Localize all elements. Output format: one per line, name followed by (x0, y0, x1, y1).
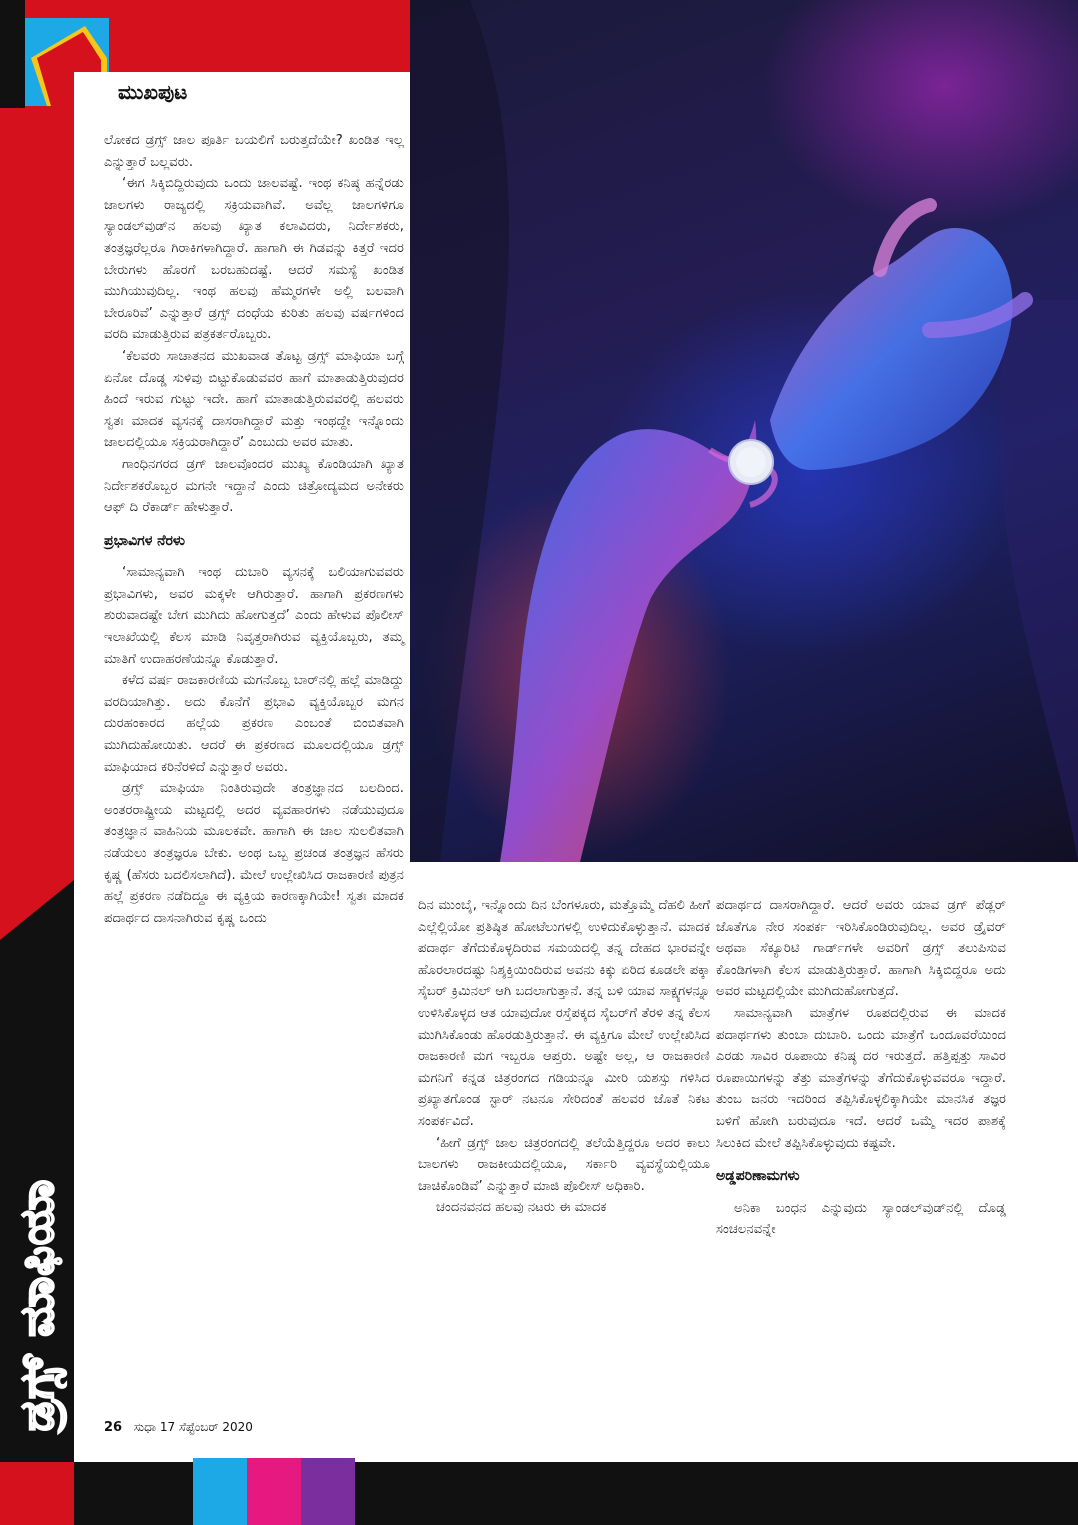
hands-holding-pill-image (410, 0, 1078, 862)
paragraph: ಪದಾರ್ಥದ ದಾಸರಾಗಿದ್ದಾರೆ. ಆದರೆ ಅವರು ಯಾವ ಡ್ರಗ್ ಪೆಡ್ಲರ್ ಜೊತೆಗೂ ನೇರ ಸಂಪರ್ಕ ಇರಿಸಿಕೊಂಡಿರುವುದಿಲ್ಲ. ಅವರ ಡ್ರೈವರ್ ಅಥವಾ ಸೆಕ್ಯೂರಿಟಿ ಗಾರ್ಡ್‌ಗಳೇ ಅವರಿಗೆ ಡ್ರಗ್ಸ್ ತಲುಪಿಸುವ ಕೊಂಡಿಗಳಾಗಿ ಕೆಲಸ ಮಾಡುತ್ತಿರುತ್ತಾರೆ. ಹಾಗಾಗಿ ಸಿಕ್ಕಿಬಿದ್ದರೂ ಅದು ಅವರ ಮಟ್ಟದಲ್ಲಿಯೇ ಮುಗಿದುಹೋಗುತ್ತದೆ. (716, 898, 1006, 1000)
paragraph: ‘ಸಾಮಾನ್ಯವಾಗಿ ಇಂಥ ದುಬಾರಿ ವ್ಯಸನಕ್ಕೆ ಬಲಿಯಾಗುವವರು ಪ್ರಭಾವಿಗಳು, ಅವರ ಮಕ್ಕಳೇ ಆಗಿರುತ್ತಾರೆ. ಹಾಗಾಗಿ ಪ್ರಕರಣಗಳು ಶುರುವಾದಷ್ಟೇ ಬೇಗ ಮುಗಿದು ಹೋಗುತ್ತದೆ’ ಎಂದು ಹೇಳುವ ಪೊಲೀಸ್ ಇಲಾಖೆಯಲ್ಲಿ ಕೆಲಸ ಮಾಡಿ ನಿವೃತ್ತರಾಗಿರುವ ವ್ಯಕ್ತಿಯೊಬ್ಬರು, ತಮ್ಮ ಮಾತಿಗೆ ಉದಾಹರಣೆಯನ್ನೂ ಕೊಡುತ್ತಾರೆ. (104, 565, 404, 667)
paragraph: ಗಾಂಧಿನಗರದ ಡ್ರಗ್ ಜಾಲವೊಂದರ ಮುಖ್ಯ ಕೊಂಡಿಯಾಗಿ ಖ್ಯಾತ ನಿರ್ದೇಶಕರೊಬ್ಬರ ಮಗನೇ ಇದ್ದಾನೆ ಎಂದು ಚಿತ್ರೋದ್ಯಮದ ಅನೇಕರು ಆಫ್ ದಿ ರೆಕಾರ್ಡ್ ಹೇಳುತ್ತಾರೆ. (104, 456, 404, 516)
publication-date: ಸುಧಾ 17 ಸೆಪ್ಟೆಂಬರ್ 2020 (133, 1420, 253, 1434)
color-bar-magenta (247, 1458, 301, 1525)
vertical-section-title: ಡ್ರಗ್ಸ್ ಮಾಫಿಯಾ (9, 1178, 63, 1432)
page-number: 26 (104, 1420, 123, 1435)
paragraph: ‘ಈಗ ಸಿಕ್ಕಿಬಿದ್ದಿರುವುದು ಒಂದು ಜಾಲವಷ್ಟೆ. ಇಂಥ ಕನಿಷ್ಠ ಹನ್ನೆರಡು ಜಾಲಗಳು ರಾಜ್ಯದಲ್ಲಿ ಸಕ್ರಿಯವಾಗಿವೆ. ಅವೆಲ್ಲ ಜಾಲಗಳಿಗೂ ಸ್ಯಾಂಡಲ್‌ವುಡ್‌ನ ಹಲವು ಖ್ಯಾತ ಕಲಾವಿದರು, ನಿರ್ದೇಶಕರು, ತಂತ್ರಜ್ಞರೆಲ್ಲರೂ ಗಿರಾಕಿಗಳಾಗಿದ್ದಾರೆ. ಹಾಗಾಗಿ ಈ ಗಿಡವನ್ನು ಕಿತ್ತರೆ ಇದರ ಬೇರುಗಳು ಹೊರಗೆ ಬರಬಹುದಷ್ಟೆ. ಆದರೆ ಸಮಸ್ಯೆ ಖಂಡಿತ ಮುಗಿಯುವುದಿಲ್ಲ. ಇಂಥ ಹಲವು ಹೆಮ್ಮರಗಳೇ ಅಲ್ಲಿ ಬಲವಾಗಿ ಬೇರೂರಿವೆ’ ಎನ್ನುತ್ತಾರೆ ಡ್ರಗ್ಸ್ ದಂಧೆಯ ಕುರಿತು ಹಲವು ವರ್ಷಗಳಿಂದ ವರದಿ ಮಾಡುತ್ತಿರುವ ಪತ್ರಕರ್ತರೊಬ್ಬರು. (104, 176, 404, 343)
article-column-3 (716, 895, 1006, 1241)
paragraph: ಅನಿಕಾ ಬಂಧನ ಎನ್ನುವುದು ಸ್ಯಾಂಡಲ್‌ವುಡ್‌ನಲ್ಲಿ ದೊಡ್ಡ ಸಂಚಲನವನ್ನೇ (716, 1200, 1006, 1238)
bottom-red-band (0, 1462, 74, 1525)
subheading: ಅಡ್ಡಪರಿಣಾಮಗಳು (716, 1168, 800, 1185)
color-bar-purple (301, 1458, 355, 1525)
page-footer (104, 1420, 253, 1435)
paragraph: ಚಂದನವನದ ಹಲವು ನಟರು ಈ ಮಾದಕ (436, 1200, 607, 1216)
paragraph: ‘ಹೀಗೆ ಡ್ರಗ್ಸ್ ಜಾಲ ಚಿತ್ರರಂಗದಲ್ಲಿ ತಲೆಯೆತ್ತಿದ್ದರೂ ಅದರ ಕಾಲು ಬಾಲಗಳು ರಾಜಕೀಯದಲ್ಲಿಯೂ, ಸರ್ಕಾರಿ ವ್ಯವಸ್ಥೆಯಲ್ಲಿಯೂ ಚಾಚಿಕೊಂಡಿವೆ’ ಎನ್ನುತ್ತಾರೆ ಮಾಜಿ ಪೊಲೀಸ್ ಅಧಿಕಾರಿ. (418, 1135, 710, 1194)
article-column-2 (418, 895, 710, 1219)
paragraph: ಡ್ರಗ್ಸ್ ಮಾಫಿಯಾ ನಿಂತಿರುವುದೇ ತಂತ್ರಜ್ಞಾನದ ಬಲದಿಂದ. ಅಂತರರಾಷ್ಟ್ರೀಯ ಮಟ್ಟದಲ್ಲಿ ಅದರ ವ್ಯವಹಾರಗಳು ನಡೆಯುವುದೂ ತಂತ್ರಜ್ಞಾನ ವಾಹಿನಿಯ ಮೂಲಕವೇ. ಹಾಗಾಗಿ ಈ ಜಾಲ ಸುಲಲಿತವಾಗಿ ನಡೆಯಲು ತಂತ್ರಜ್ಞರೂ ಬೇಕು. ಅಂಥ ಒಬ್ಬ ಪ್ರಚಂಡ ತಂತ್ರಜ್ಞನ ಹೆಸರು ಕೃಷ್ಣ (ಹೆಸರು ಬದಲಿಸಲಾಗಿದೆ). ಮೇಲೆ ಉಲ್ಲೇಖಿಸಿದ ರಾಜಕಾರಣಿ ಪುತ್ರನ ಹಲ್ಲೆ ಪ್ರಕರಣ ನಡೆದಿದ್ದೂ ಈ ವ್ಯಕ್ತಿಯ ಕಾರಣಕ್ಕಾಗಿಯೇ! ಸ್ವತಃ ಮಾದಕ ಪದಾರ್ಥದ ದಾಸನಾಗಿರುವ ಕೃಷ್ಣ ಒಂದು (104, 781, 404, 926)
color-bar-cyan (193, 1458, 247, 1525)
paragraph: ಕಳೆದ ವರ್ಷ ರಾಜಕಾರಣಿಯ ಮಗನೊಬ್ಬ ಬಾರ್‌ನಲ್ಲಿ ಹಲ್ಲೆ ಮಾಡಿದ್ದು ವರದಿಯಾಗಿತ್ತು. ಅದು ಕೊನೆಗೆ ಪ್ರಭಾವಿ ವ್ಯಕ್ತಿಯೊಬ್ಬರ ಮಗನ ದುರಹಂಕಾರದ ಹಲ್ಲೆಯ ಪ್ರಕರಣ ಎಂಬಂತೆ ಬಿಂಬಿತವಾಗಿ ಮುಗಿದುಹೋಯಿತು. ಆದರೆ ಈ ಪ್ರಕರಣದ ಮೂಲದಲ್ಲಿಯೂ ಡ್ರಗ್ಸ್ ಮಾಫಿಯಾದ ಕರಿನೆರಳಿದೆ ಎನ್ನುತ್ತಾರೆ ಅವರು. (104, 673, 404, 775)
paragraph: ಲೋಕದ ಡ್ರಗ್ಸ್ ಜಾಲ ಪೂರ್ತಿ ಬಯಲಿಗೆ ಬರುತ್ತದೆಯೇ? ಖಂಡಿತ ಇಲ್ಲ ಎನ್ನುತ್ತಾರೆ ಬಲ್ಲವರು. (104, 133, 404, 170)
top-left-black-band (0, 0, 25, 108)
left-black-wedge (0, 880, 74, 1010)
paragraph: ದಿನ ಮುಂಬೈ, ಇನ್ನೊಂದು ದಿನ ಬೆಂಗಳೂರು, ಮತ್ತೊಮ್ಮೆ ದೆಹಲಿ ಹೀಗೆ ಎಲ್ಲೆಲ್ಲಿಯೋ ಪ್ರತಿಷ್ಠಿತ ಹೋಟೆಲುಗಳಲ್ಲಿ ಉಳಿದುಕೊಳ್ಳುತ್ತಾನೆ. ಮಾದಕ ಪದಾರ್ಥ ತೆಗೆದುಕೊಳ್ಳದಿರುವ ಸಮಯದಲ್ಲಿ ತನ್ನ ದೇಹದ ಭಾರವನ್ನೇ ಹೊರಲಾರದಷ್ಟು ನಿಶ್ಶಕ್ತಿಯಿಂದಿರುವ ಅವನು ಕಿಕ್ಕು ಏರಿದ ಕೂಡಲೇ ಪಕ್ಕಾ ಸೈಬರ್ ಕ್ರಿಮಿನಲ್ ಆಗಿ ಬದಲಾಗುತ್ತಾನೆ. ತನ್ನ ಬಳಿ ಯಾವ ಸಾಕ್ಷ್ಯಗಳನ್ನೂ ಉಳಿಸಿಕೊಳ್ಳದ ಆತ ಯಾವುದೋ ರಸ್ತೆಪಕ್ಕದ ಸೈಬರ್‌ಗೆ ತೆರಳಿ ತನ್ನ ಕೆಲಸ ಮುಗಿಸಿಕೊಂಡು ಹೊರಡುತ್ತಿರುತ್ತಾನೆ. ಈ ವ್ಯಕ್ತಿಗೂ ಮೇಲೆ ಉಲ್ಲೇಖಿಸಿದ ರಾಜಕಾರಣಿ ಮಗ ಇಬ್ಬರೂ ಆಪ್ತರು. ಅಷ್ಟೇ ಅಲ್ಲ, ಆ ರಾಜಕಾರಣಿ ಮಗನಿಗೆ ಕನ್ನಡ ಚಿತ್ರರಂಗದ ಗಡಿಯನ್ನೂ ಮೀರಿ ಯಶಸ್ಸು ಗಳಿಸಿದ ಪ್ರಖ್ಯಾತಗೊಂಡ ಸ್ಟಾರ್ ನಟನೂ ಸೇರಿದಂತೆ ಹಲವರ ಜೊತೆ ನಿಕಟ ಸಂಪರ್ಕವಿದೆ. (418, 898, 710, 1129)
bottom-black-band (0, 1462, 1078, 1525)
section-label: ಮುಖಪುಟ (118, 80, 188, 104)
article-column-1 (104, 130, 404, 929)
paragraph: ‘ಕೆಲವರು ಸಾಚಾತನದ ಮುಖವಾಡ ತೊಟ್ಟ ಡ್ರಗ್ಸ್ ಮಾಫಿಯಾ ಬಗ್ಗೆ ಏನೋ ದೊಡ್ಡ ಸುಳಿವು ಬಿಟ್ಟುಕೊಡುವವರ ಹಾಗೆ ಮಾತಾಡುತ್ತಿರುವುದರ ಹಿಂದೆ ಇರುವ ಗುಟ್ಟು ಇದೇ. ಹಾಗೆ ಮಾತಾಡುತ್ತಿರುವವರಲ್ಲಿ ಹಲವರು ಸ್ವತಃ ಮಾದಕ ವ್ಯಸನಕ್ಕೆ ದಾಸರಾಗಿದ್ದಾರೆ ಮತ್ತು ಇಂಥದ್ದೇ ಇನ್ನೊಂದು ಜಾಲದಲ್ಲಿಯೂ ಸಕ್ರಿಯರಾಗಿದ್ದಾರೆ’ ಎಂಬುದು ಅವರ ಮಾತು. (104, 348, 404, 451)
paragraph: ಸಾಮಾನ್ಯವಾಗಿ ಮಾತ್ರೆಗಳ ರೂಪದಲ್ಲಿರುವ ಈ ಮಾದಕ ಪದಾರ್ಥಗಳು ತುಂಬಾ ದುಬಾರಿ. ಒಂದು ಮಾತ್ರೆಗೆ ಒಂದೂವರೆಯಿಂದ ಎರಡು ಸಾವಿರ ರೂಪಾಯಿ ಕನಿಷ್ಠ ದರ ಇರುತ್ತದೆ. ಹತ್ತಿಪ್ಪತ್ತು ಸಾವಿರ ರೂಪಾಯಿಗಳನ್ನು ತೆತ್ತು ಮಾತ್ರೆಗಳನ್ನು ತೆಗೆದುಕೊಳ್ಳುವವರೂ ಇದ್ದಾರೆ. ತುಂಬ ಜನರು ಇದರಿಂದ ತಪ್ಪಿಸಿಕೊಳ್ಳಲಿಕ್ಕಾಗಿಯೇ ಮಾನಸಿಕ ತಜ್ಞರ ಬಳಿಗೆ ಹೋಗಿ ಬರುವುದೂ ಇದೆ. ಆದರೆ ಒಮ್ಮೆ ಇದರ ಪಾಶಕ್ಕೆ ಸಿಲುಕಿದ ಮೇಲೆ ತಪ್ಪಿಸಿಕೊಳ್ಳುವುದು ಕಷ್ಟವೇ. (716, 1005, 1006, 1151)
subheading: ಪ್ರಭಾವಿಗಳ ನೆರಳು (104, 532, 185, 549)
